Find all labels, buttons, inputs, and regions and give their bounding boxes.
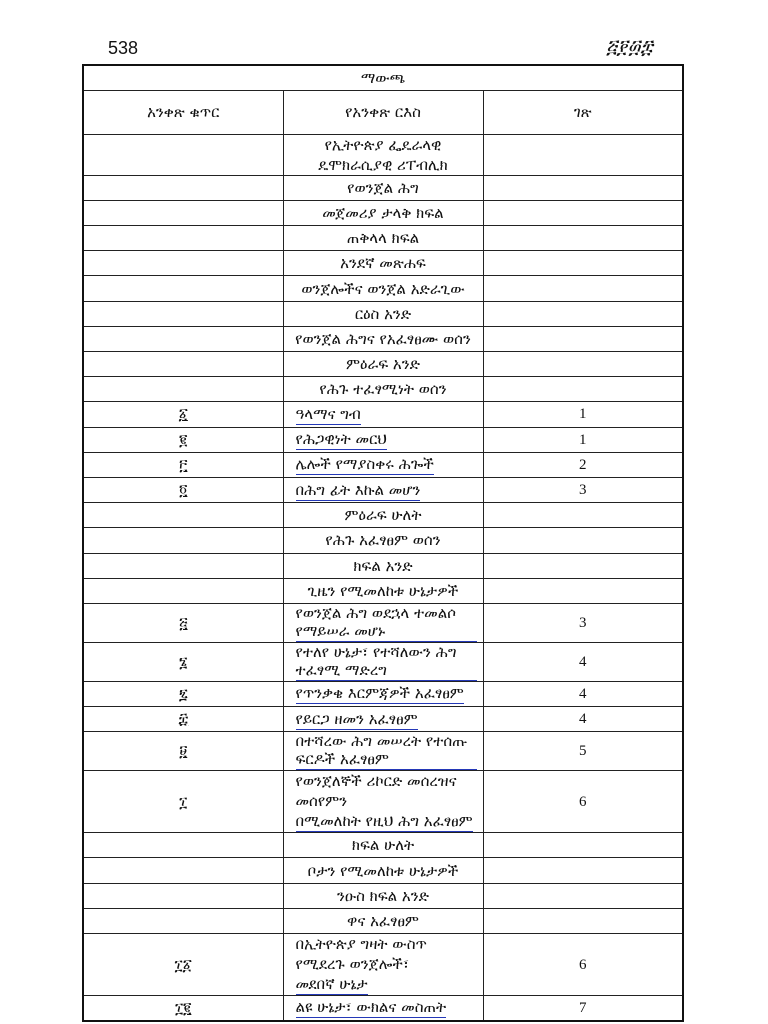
article-title-link[interactable]: የጥንቃቄ እርምጃዎች አፈፃፀም [295,684,464,703]
article-number [83,352,283,377]
toc-entry-row [83,452,683,477]
article-title [283,603,483,642]
article-number [83,276,283,301]
page-ref [483,134,683,175]
article-number-text: ፭ [178,613,188,632]
article-number-text: ፲፩ [174,955,192,974]
article-number [83,858,283,883]
page-ref [483,908,683,933]
article-number [83,603,283,642]
article-number-text: ፲፪ [175,998,192,1017]
page-ref: 5 [483,732,683,771]
page-ref [483,578,683,603]
article-title [283,642,483,681]
section-heading: መጀመሪያ ታላቅ ክፍል [283,200,483,225]
section-heading: ክፍል አንድ [283,553,483,578]
toc-heading-row [83,833,683,858]
article-number [83,996,283,1021]
article-title-link[interactable]: የሕጋዊነት መርህ [295,430,387,449]
toc-heading-row [83,553,683,578]
page-ref [483,301,683,326]
article-number [83,528,283,553]
article-number-text: ፱ [179,742,188,761]
toc-entry-row [83,771,683,833]
toc-header-row [83,90,683,134]
toc-entry-row [83,934,683,996]
toc-heading-row [83,377,683,402]
section-heading: ወንጀሎችና ወንጀል አድራጊው [283,276,483,301]
article-number [83,732,283,771]
article-title [283,452,483,477]
section-heading: ምዕራፍ አንድ [283,352,483,377]
section-heading: የሕጉ ተፈፃሚነት ወሰን [283,377,483,402]
page-ref: 4 [483,681,683,706]
page-ref [483,503,683,528]
article-number [83,681,283,706]
article-number-text: ፲ [179,792,188,811]
article-number-text: ፰ [178,710,189,729]
article-title [283,732,483,771]
toc-heading-row [83,578,683,603]
page-ref [483,175,683,200]
page-ref [483,553,683,578]
toc-heading-row [83,858,683,883]
article-number [83,301,283,326]
article-title-line-2[interactable]: መደበኛ ሁኔታ [295,975,368,993]
page-ref: 4 [483,642,683,681]
page-ref [483,200,683,225]
article-number-text: ፪ [179,430,188,449]
article-title-line-2[interactable]: በሚመለከት የዚህ ሕግ አፈፃፀም [295,812,473,831]
page-number-ethiopic: ፭፻፴፰ [606,36,653,58]
article-title-link[interactable]: ዓላማና ግብ [295,404,361,423]
toc-heading-row [83,251,683,276]
article-number [83,934,283,996]
article-title-link[interactable]: ሌሎች የማያስቀሩ ሕጐች [295,455,434,474]
page-ref: 2 [483,452,683,477]
toc-heading-row [83,226,683,251]
page-ref: 6 [483,771,683,833]
section-heading: የወንጀል ሕግ [283,175,483,200]
article-number [83,553,283,578]
article-title [283,402,483,427]
article-number [83,175,283,200]
section-heading: ዋና አፈፃፀም [283,908,483,933]
toc-heading-row [83,276,683,301]
section-heading: ጠቅላላ ክፍል [283,226,483,251]
article-number [83,326,283,351]
table-of-contents [82,64,684,1022]
article-number [83,427,283,452]
article-number [83,452,283,477]
article-number [83,642,283,681]
article-title-line-1[interactable]: የወንጀለኞች ሪኮርድ መሰረዝና መሰየምን [295,772,457,811]
article-title [283,681,483,706]
article-title [283,707,483,732]
page-ref: 1 [483,427,683,452]
header-page: ገጽ [483,90,683,134]
article-number [83,833,283,858]
page-ref [483,276,683,301]
section-heading: ቦታን የሚመለከቱ ሁኔታዎች [283,858,483,883]
article-title-link[interactable]: በሕግ ፊት እኩል መሆን [295,480,421,499]
article-title-line-1[interactable]: በኢትዮጵያ ግዛት ውስጥ የሚደረጉ ወንጀሎች፣ [295,935,427,973]
toc-title: ማውጫ [83,65,683,90]
article-title-link[interactable]: በተሻረው ሕግ መሠረት የተሰጡ ፍርዶች አፈፃፀም [296,732,477,770]
article-title-link[interactable]: የወንጀል ሕግ ወደኋላ ተመልሶ የማይሠራ መሆኑ [296,604,477,642]
article-number [83,503,283,528]
toc-heading-row [83,134,683,175]
article-number [83,402,283,427]
article-number [83,251,283,276]
section-heading: ንዑስ ክፍል አንድ [283,883,483,908]
page-ref [483,858,683,883]
toc-heading-row [83,883,683,908]
toc-entry-row [83,477,683,502]
article-number-text: ፮ [178,652,188,671]
article-number [83,477,283,502]
page-ref [483,528,683,553]
article-number-text: ፬ [179,481,188,500]
page-ref [483,883,683,908]
article-title-link[interactable]: የይርጋ ዘመን አፈፃፀም [295,709,418,728]
toc-entry-row [83,603,683,642]
toc-entry-row [83,681,683,706]
toc-entry-row [83,402,683,427]
section-heading: የሕጉ አፈፃፀም ወሰን [283,528,483,553]
toc-heading-row [83,200,683,225]
toc-heading-row [83,326,683,351]
article-number [83,578,283,603]
article-title [283,771,483,833]
toc-entry-row [83,732,683,771]
header-article-title: የአንቀጽ ርእስ [283,90,483,134]
toc-entry-row [83,427,683,452]
page-ref: 4 [483,707,683,732]
article-number [83,883,283,908]
article-number [83,771,283,833]
section-heading: ጊዜን የሚመለከቱ ሁኔታዎች [283,578,483,603]
article-title [283,427,483,452]
article-number-text: ፯ [178,684,188,703]
section-heading: ምዕራፍ ሁለት [283,503,483,528]
article-title-link[interactable]: ልዩ ሁኔታ፣ ውክልና መስጠት [295,998,447,1017]
article-title [283,934,483,996]
section-heading: የኢትዮጵያ ፌዴራላዊ ዴሞክራሲያዊ ሪፐብሊክ [283,134,483,175]
toc-entry-row [83,996,683,1021]
toc-heading-row [83,352,683,377]
article-number [83,200,283,225]
toc-entry-row [83,642,683,681]
page-ref [483,833,683,858]
toc-heading-row [83,528,683,553]
page-ref [483,251,683,276]
article-number [83,707,283,732]
page-ref [483,226,683,251]
toc-heading-row [83,908,683,933]
article-number-text: ፫ [179,455,188,474]
section-heading: አንደኛ መጽሐፍ [283,251,483,276]
page-ref: 7 [483,996,683,1021]
page-number: 538 [108,38,139,58]
header-article-number: አንቀጽ ቁጥር [83,90,283,134]
page-ref [483,352,683,377]
article-number [83,377,283,402]
toc-heading-row [83,503,683,528]
toc-title-row [83,65,683,90]
article-number [83,134,283,175]
page-ref [483,326,683,351]
article-number-text: ፩ [178,405,188,424]
page-ref: 6 [483,934,683,996]
article-title-link[interactable]: የተለየ ሁኔታ፣ የተሻለውን ሕግ ተፈፃሚ ማድረግ [296,643,477,681]
section-heading: የወንጀል ሕግና የአፈፃፀሙ ወሰን [283,326,483,351]
article-title [283,477,483,502]
page-ref: 3 [483,477,683,502]
article-title [283,996,483,1021]
page-ref: 3 [483,603,683,642]
article-number [83,226,283,251]
page-ref: 1 [483,402,683,427]
article-number [83,908,283,933]
section-heading: ክፍል ሁለት [283,833,483,858]
toc-entry-row [83,707,683,732]
section-heading: ርዕስ አንድ [283,301,483,326]
toc-heading-row [83,301,683,326]
toc-heading-row [83,175,683,200]
page-ref [483,377,683,402]
